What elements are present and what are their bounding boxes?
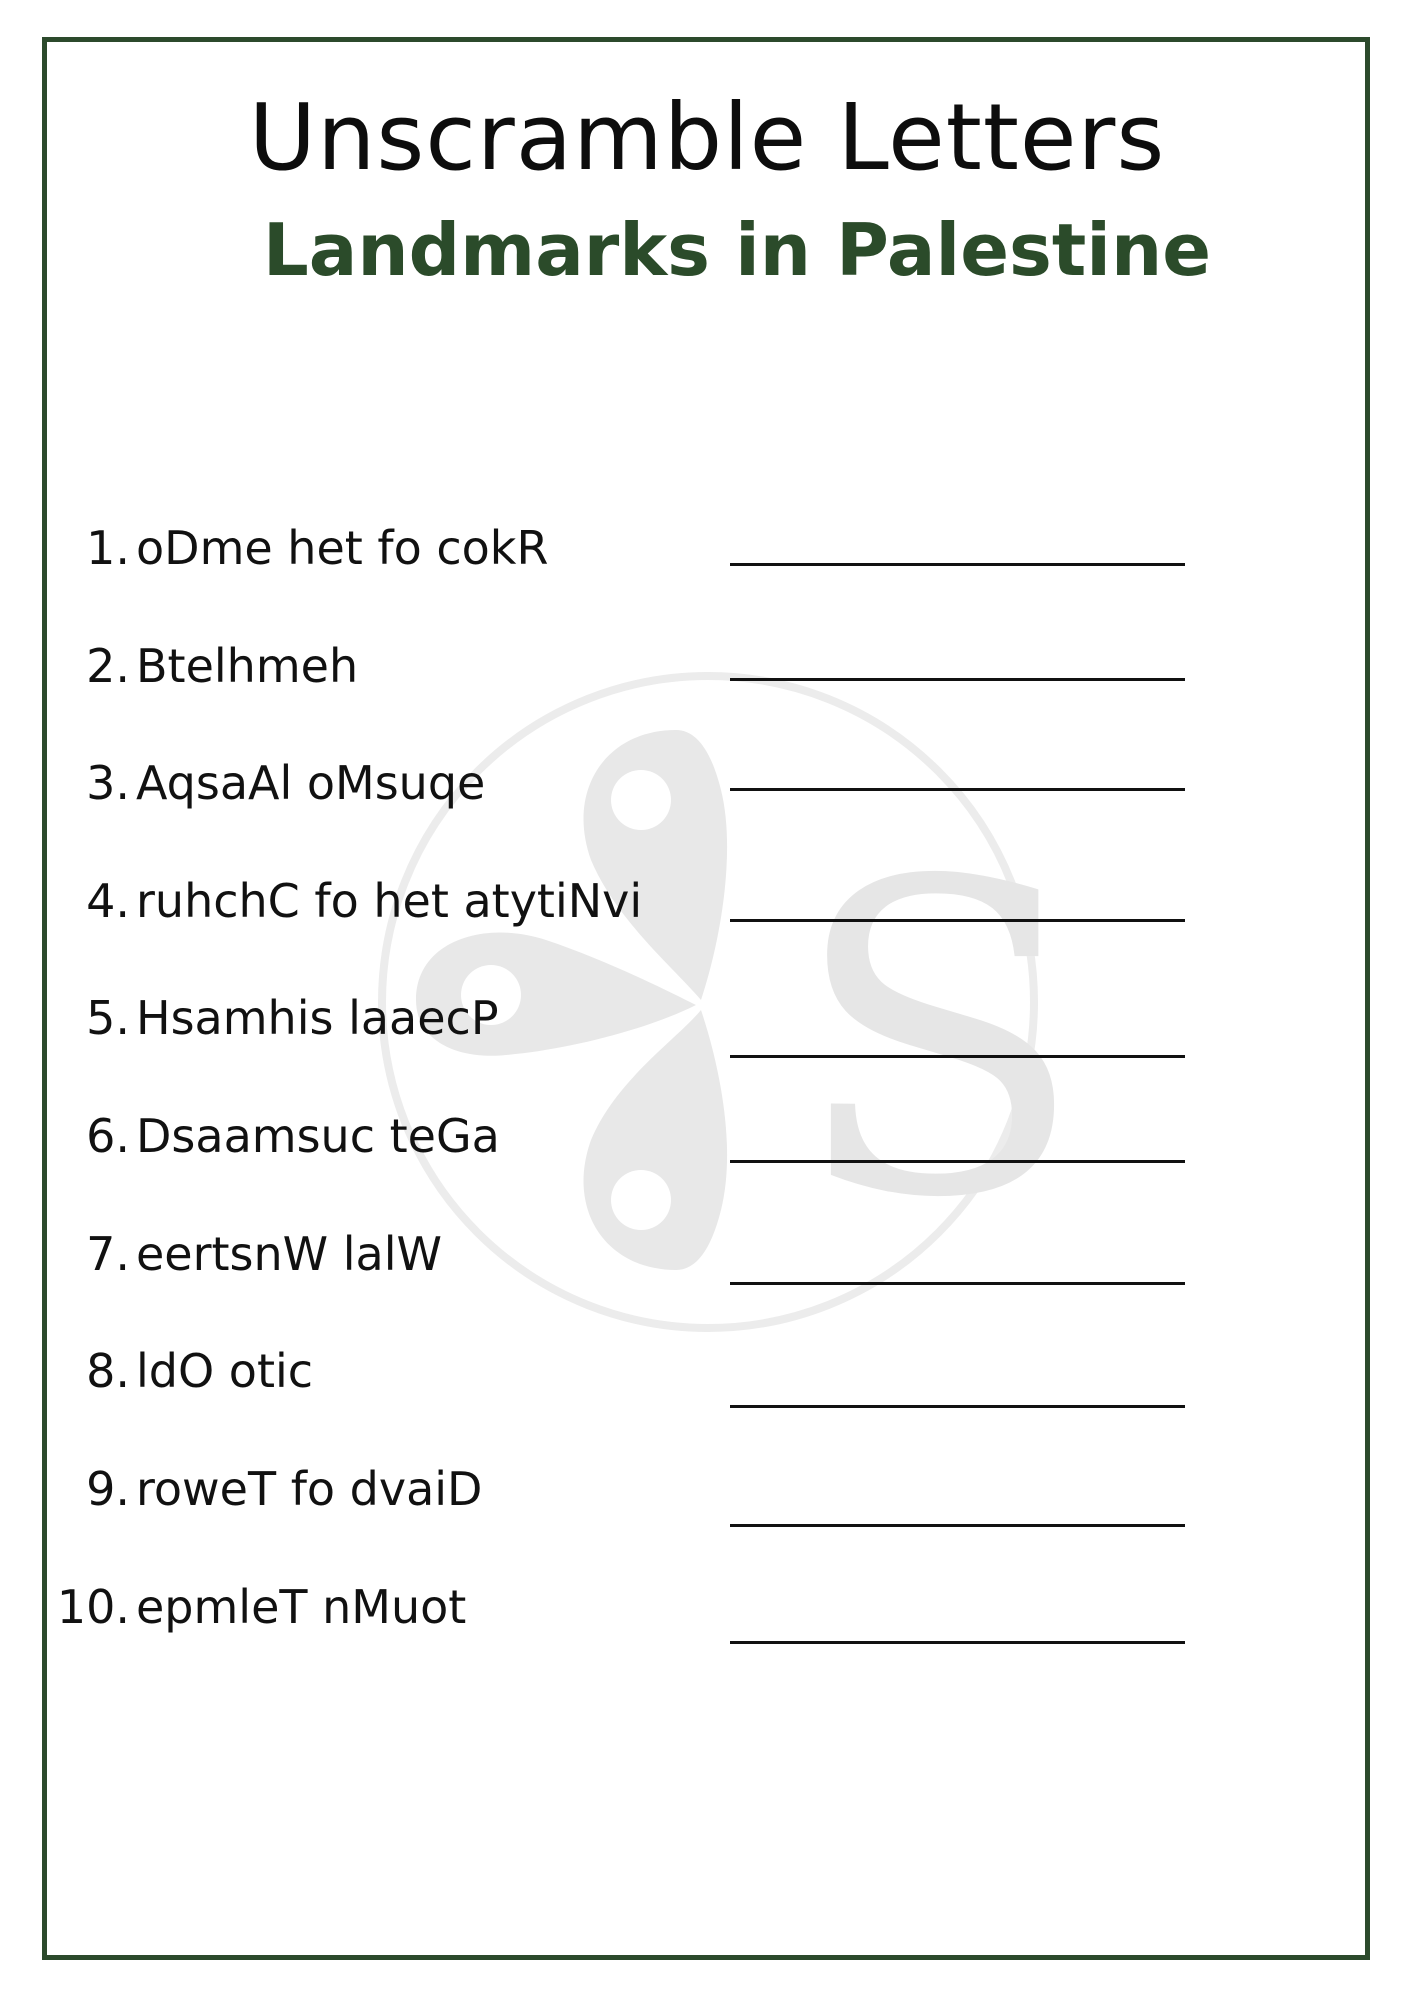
scrambled-word: ruhchC fo het atytiNvi [136, 874, 643, 928]
item-number: 1. [86, 521, 130, 575]
scrambled-word: Btelhmeh [136, 639, 359, 693]
scrambled-word: Dsaamsuc teGa [136, 1109, 500, 1163]
answer-line[interactable] [730, 788, 1185, 791]
scrambled-word: epmleT nMuot [136, 1580, 467, 1634]
svg-text:S: S [791, 792, 1086, 1292]
answer-line[interactable] [730, 1405, 1185, 1408]
scrambled-word: eertsnW lalW [136, 1227, 443, 1281]
scrambled-word: AqsaAl oMsuqe [136, 756, 486, 810]
item-number: 2. [86, 639, 130, 693]
scrambled-word: oDme het fo cokR [136, 521, 549, 575]
scrambled-word: Hsamhis laaecP [136, 991, 499, 1045]
answer-line[interactable] [730, 1524, 1185, 1527]
item-number: 5. [86, 991, 130, 1045]
item-number: 7. [86, 1227, 130, 1281]
page-subtitle: Landmarks in Palestine [262, 208, 1212, 292]
scrambled-word: ldO otic [136, 1344, 314, 1398]
item-number: 9. [86, 1462, 130, 1516]
page-title: Unscramble Letters [248, 84, 1166, 191]
item-number: 8. [86, 1344, 130, 1398]
item-number: 6. [86, 1109, 130, 1163]
item-number: 10. [56, 1580, 130, 1634]
answer-line[interactable] [730, 1160, 1185, 1163]
item-number: 4. [86, 874, 130, 928]
scrambled-word: roweT fo dvaiD [136, 1462, 483, 1516]
answer-line[interactable] [730, 1282, 1185, 1285]
answer-line[interactable] [730, 678, 1185, 681]
answer-line[interactable] [730, 1055, 1185, 1058]
answer-line[interactable] [730, 1641, 1185, 1644]
answer-line[interactable] [730, 563, 1185, 566]
answer-line[interactable] [730, 919, 1185, 922]
item-number: 3. [86, 756, 130, 810]
